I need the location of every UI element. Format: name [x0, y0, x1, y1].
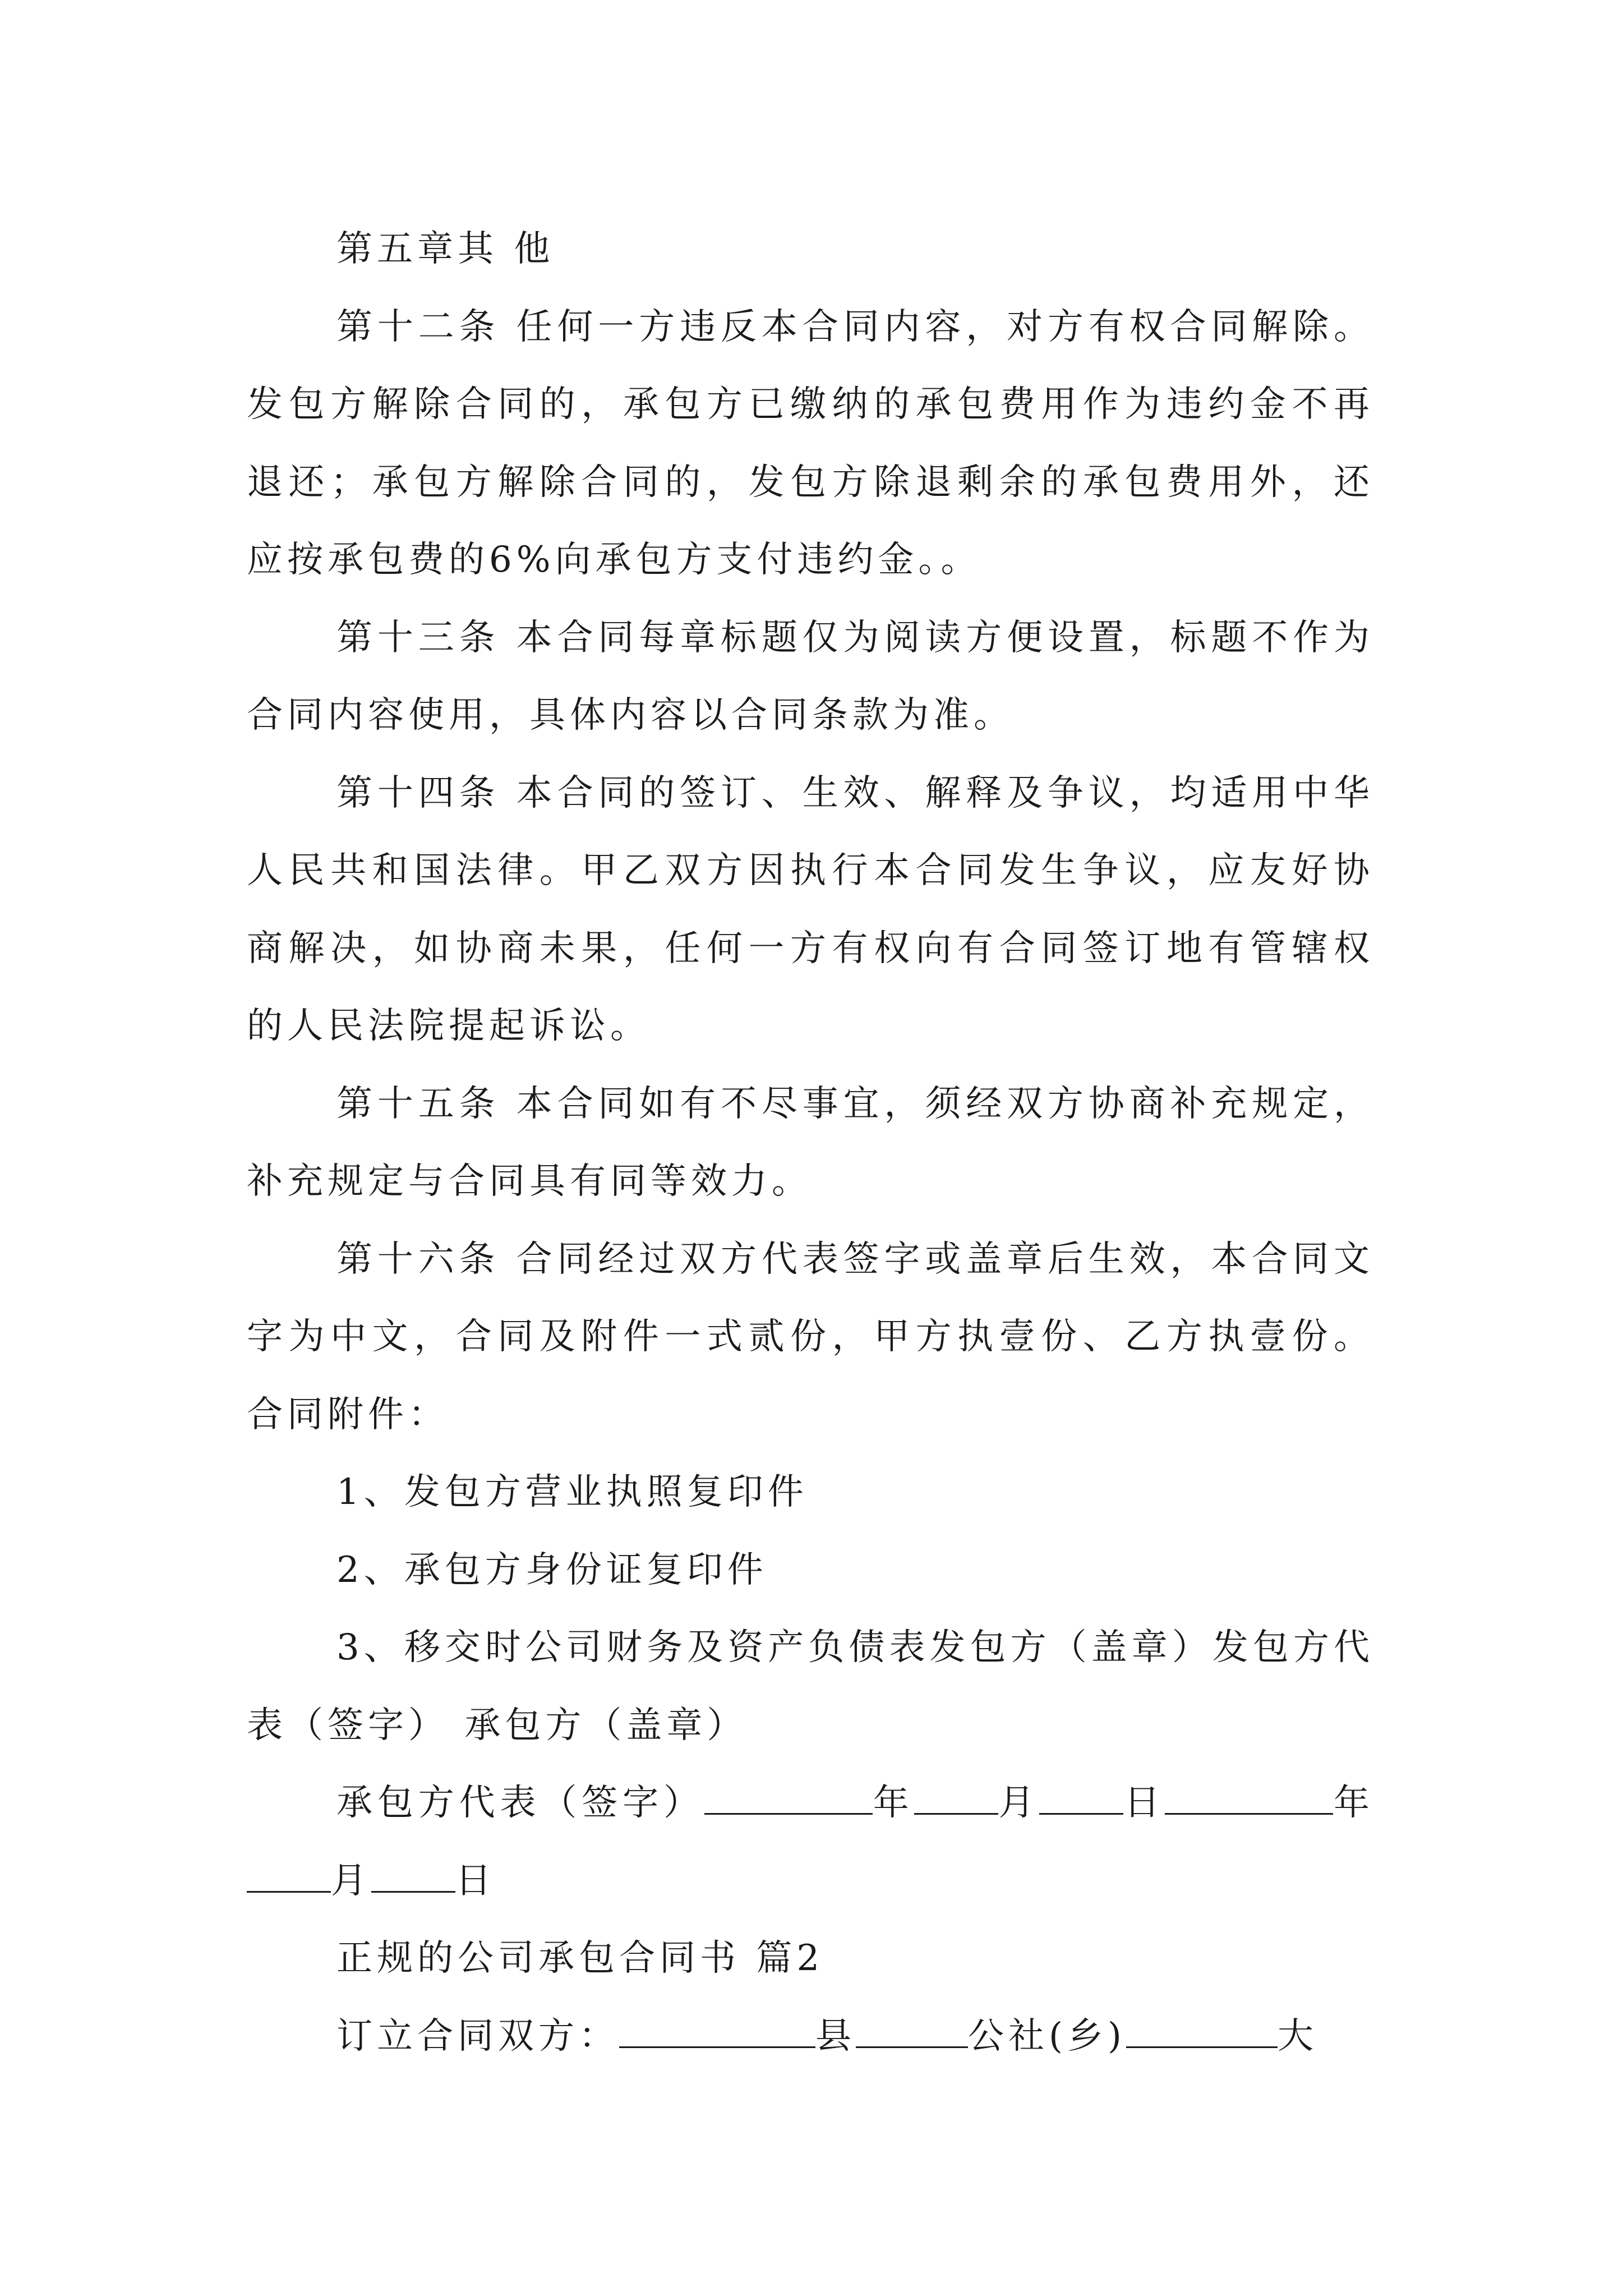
- month-blank-2: [371, 1857, 455, 1893]
- article-15: 第十五条 本合同如有不尽事宜，须经双方协商补充规定，补充规定与合同具有同等效力。: [247, 1083, 1374, 1202]
- brigade-label: 大: [1277, 2015, 1318, 2057]
- year-blank-2: [247, 1857, 331, 1893]
- commune-label: 公社(乡): [968, 2015, 1126, 2057]
- part-2-title: 正规的公司承包合同书 篇2: [336, 1938, 824, 1979]
- month-blank: [1039, 1779, 1123, 1815]
- year-blank: [914, 1779, 998, 1815]
- month-label-2: 月: [331, 1860, 371, 1902]
- attachment-2: 2、承包方身份证复印件: [336, 1549, 768, 1591]
- brigade-blank: [1126, 2013, 1278, 2048]
- year-label-2: 年: [1333, 1782, 1374, 1824]
- second-sign-blank: [1165, 1779, 1333, 1815]
- document-body: [247, 210, 1374, 2075]
- chapter-5-title: 第五章其 他: [336, 228, 555, 270]
- parties-line: [247, 1998, 1374, 2076]
- article-12: 第十二条 任何一方违反本合同内容，对方有权合同解除。发包方解除合同的，承包方已缴纳的承包费用作为违约金不再退还；承包方解除合同的，发包方除退剩余的承包费用外，还应按承包费的6%向承包方支付违约金。。: [247, 306, 1374, 581]
- month-label: 月: [998, 1782, 1040, 1824]
- contractor-rep-sign-label: 承包方代表（签字）: [336, 1782, 704, 1824]
- sign-blank: [704, 1779, 873, 1815]
- commune-blank: [856, 2013, 968, 2048]
- day-label-2: 日: [455, 1860, 496, 1902]
- attachment-3: 3、移交时公司财务及资产负债表发包方（盖章）发包方代表（签字） 承包方（盖章）: [247, 1627, 1374, 1746]
- article-13: 第十三条 本合同每章标题仅为阅读方便设置，标题不作为合同内容使用，具体内容以合同条款为准。: [247, 616, 1374, 736]
- county-label: 县: [815, 2015, 856, 2057]
- article-16: 第十六条 合同经过双方代表签字或盖章后生效，本合同文字为中文，合同及附件一式贰份，甲方执壹份、乙方执壹份。合同附件：: [247, 1238, 1374, 1435]
- parties-label: 订立合同双方：: [336, 2015, 619, 2057]
- article-14: 第十四条 本合同的签订、生效、解释及争议，均适用中华人民共和国法律。甲乙双方因执行本合同发生争议，应友好协商解决，如协商未果，任何一方有权向有合同签订地有管辖权的人民法院提起诉讼。: [247, 772, 1374, 1047]
- year-label: 年: [872, 1782, 914, 1824]
- county-blank: [619, 2013, 815, 2048]
- attachment-1: 1、发包方营业执照复印件: [336, 1471, 808, 1513]
- signature-date-line: [247, 1764, 1374, 1920]
- day-label: 日: [1123, 1782, 1165, 1824]
